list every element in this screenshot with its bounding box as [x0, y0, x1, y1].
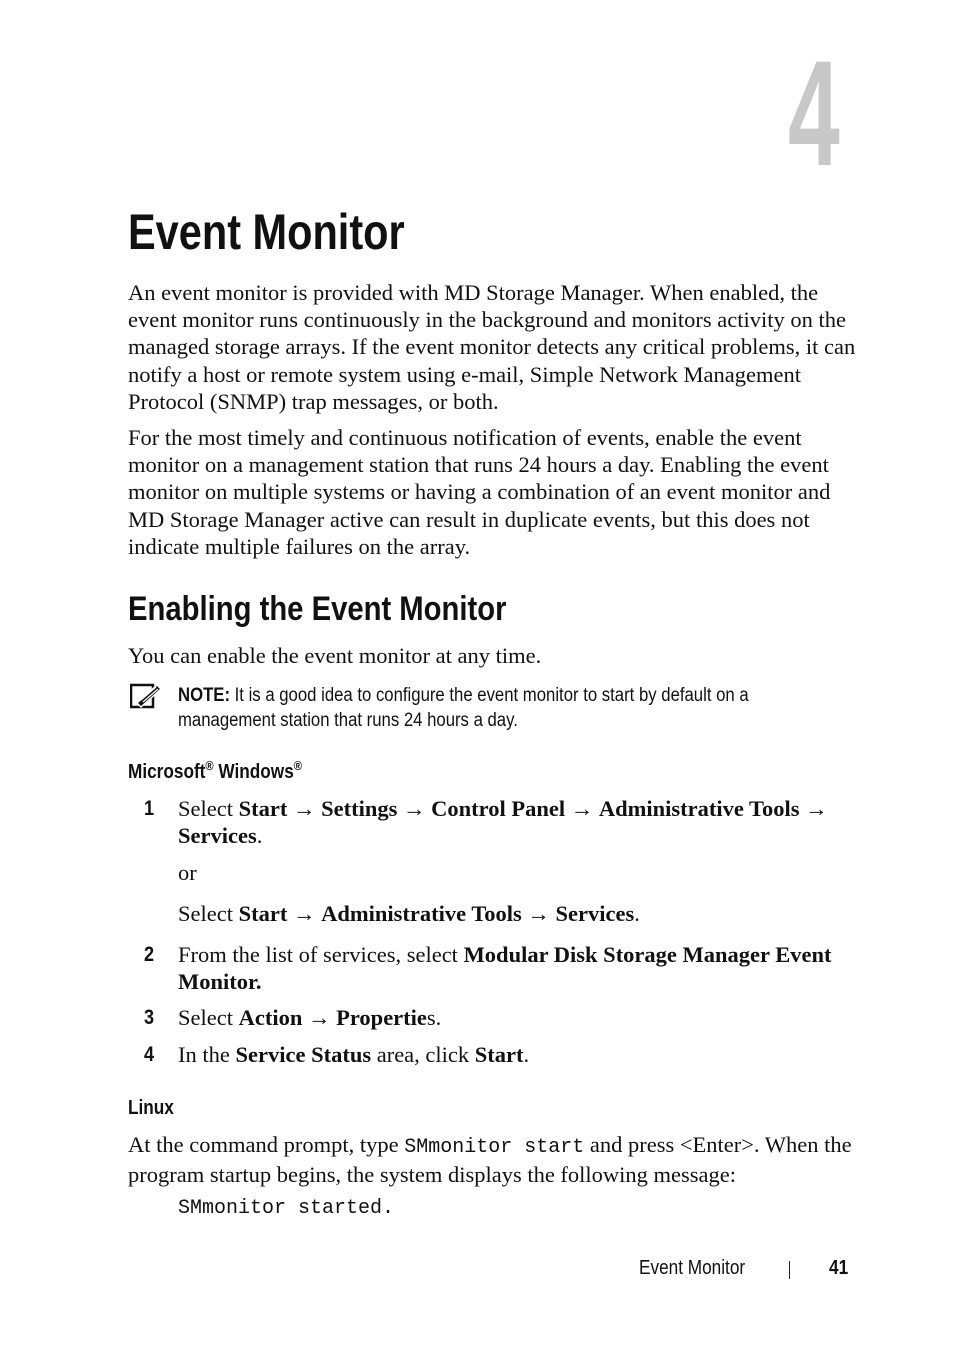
step-number: 4: [144, 1043, 155, 1066]
step-text: In the Service Status area, click Start.: [178, 1042, 530, 1067]
footer-title: Event Monitor: [639, 1257, 746, 1279]
chapter-number: 4: [788, 29, 840, 197]
step-number: 3: [144, 1006, 155, 1029]
chapter-title: Event Monitor: [128, 204, 405, 260]
section-title: Enabling the Event Monitor: [128, 590, 507, 628]
reg-mark: ®: [205, 758, 214, 773]
note-text: [178, 683, 812, 733]
message-code: SMmonitor started.: [178, 1197, 395, 1220]
section-lead: You can enable the event monitor at any time.: [128, 643, 542, 668]
step-or: or: [178, 860, 197, 885]
reg-mark: ®: [293, 758, 303, 773]
step-number: 2: [144, 943, 155, 966]
note-body: It is a good idea to configure the event monitor to start by default on a management station that runs 24 hours a day.: [178, 685, 749, 731]
linux-heading: Linux: [128, 1097, 174, 1119]
step-text-alt: Select Start → Administrative Tools → Services.: [178, 901, 640, 926]
windows-heading: [128, 760, 302, 784]
note-label: NOTE:: [178, 685, 231, 706]
footer-separator: [789, 1261, 790, 1279]
windows-heading-part-a: Microsoft: [128, 761, 206, 783]
step-text: Select Action → Properties.: [178, 1005, 442, 1030]
intro-paragraph-1: An event monitor is provided with MD Storage Manager. When enabled, the event monitor runs continuously in the background and monitors activity on the managed storage arrays. If the event monitor detects any critical problems, it can notify a host or remote system using e-mail, Simple Network Management Protocol (SNMP) trap messages, or both.: [128, 280, 856, 414]
pencil-note-icon: [130, 683, 162, 709]
step-text: From the list of services, select Modular Disk Storage Manager Event Monitor.: [178, 942, 832, 995]
step-text: Select Start → Settings → Control Panel → Administrative Tools → Services.: [178, 796, 828, 849]
intro-paragraph-2: For the most timely and continuous notification of events, enable the event monitor on a management station that runs 24 hours a day. Enabling the event monitor on multiple systems or having a combination of an event monitor and MD Storage Manager active can result in duplicate events, but this does not indicate multiple failures on the array.: [128, 425, 831, 559]
command-code: SMmonitor start: [404, 1136, 585, 1159]
windows-heading-part-b: Windows: [213, 761, 294, 783]
page-number: 41: [829, 1257, 849, 1279]
linux-paragraph: At the command prompt, type SMmonitor start and press <Enter>. When the program startup begins, the system displays the following message:: [128, 1132, 852, 1188]
step-number: 1: [144, 797, 155, 820]
